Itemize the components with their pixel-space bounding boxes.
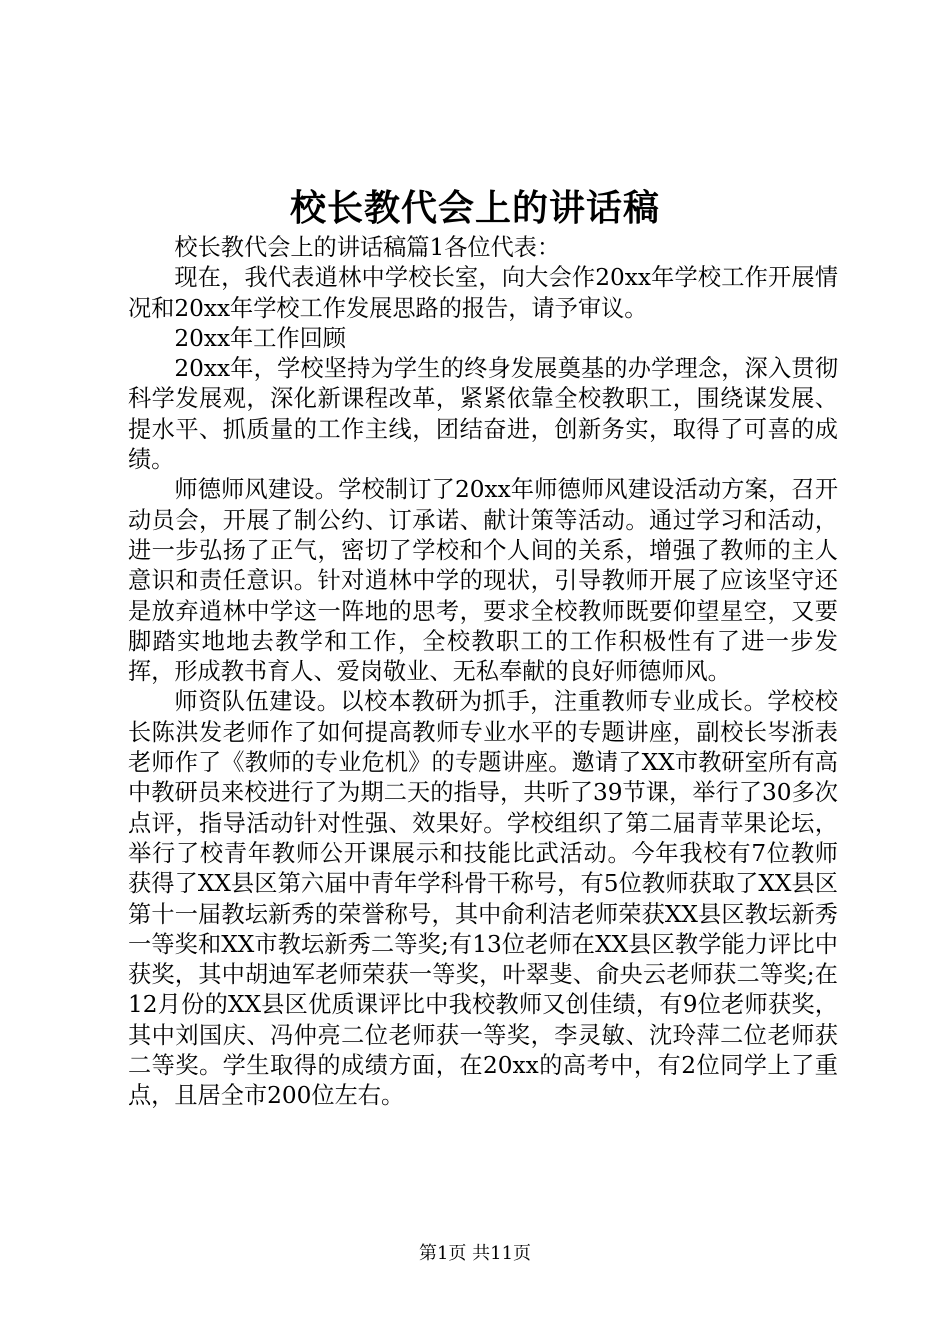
- page-footer: 第1页 共11页: [418, 1243, 532, 1264]
- document-title: 校长教代会上的讲话稿: [289, 187, 660, 229]
- section-heading-review: 20xx年工作回顾: [174, 324, 346, 352]
- paragraph-ethics: 师德师风建设。学校制订了20xx年师德师风建设活动方案，召开动员会，开展了制公约、订承诺、献计策等活动。通过学习和活动，进一步弘扬了正气，密切了学校和个人间的关系，增强了教师的主人意识和责任意识。针对逍林中学的现状，引导教师开展了应该坚守还是放弃逍林中学这一阵地的思考，要求全校教师既要仰望星空，又要脚踏实地地去教学和工作，全校教职工的工作积极性有了进一步发挥，形成教书育人、爱岗敬业、无私奉献的良好师德师风。: [128, 476, 838, 686]
- paragraph-faculty: 师资队伍建设。以校本教研为抓手，注重教师专业成长。学校校长陈洪发老师作了如何提高教师专业水平的专题讲座，副校长岑浙表老师作了《教师的专业危机》的专题讲座。邀请了XX市教研室所有高中教研员来校进行了为期二天的指导，共听了39节课，举行了30多次点评，指导活动针对性强、效果好。学校组织了第二届青苹果论坛，举行了校青年教师公开课展示和技能比武活动。今年我校有7位教师获得了XX县区第六届中青年学科骨干称号，有5位教师获取了XX县区第十一届教坛新秀的荣誉称号，其中俞利洁老师荣获XX县区教坛新秀一等奖和XX市教坛新秀二等奖;有13位老师在XX县区教学能力评比中获奖，其中胡迪军老师荣获一等奖，叶翠斐、俞央云老师获二等奖;在12月份的XX县区优质课评比中我校教师又创佳绩，有9位老师获奖，其中刘国庆、冯仲亮二位老师获一等奖，李灵敏、沈玲萍二位老师获二等奖。学生取得的成绩方面，在20xx的高考中，有2位同学上了重点，且居全市200位左右。: [128, 688, 838, 1110]
- document-body: [128, 233, 838, 1112]
- paragraph-overview: 20xx年，学校坚持为学生的终身发展奠基的办学理念，深入贯彻科学发展观，深化新课程改革，紧紧依靠全校教职工，围绕谋发展、提水平、抓质量的工作主线，团结奋进，创新务实，取得了可喜的成绩。: [128, 355, 838, 474]
- paragraph-greeting: 校长教代会上的讲话稿篇1各位代表：: [174, 234, 561, 261]
- paragraph-intro: 现在，我代表逍林中学校长室，向大会作20xx年学校工作开展情况和20xx年学校工作发展思路的报告，请予审议。: [128, 264, 838, 322]
